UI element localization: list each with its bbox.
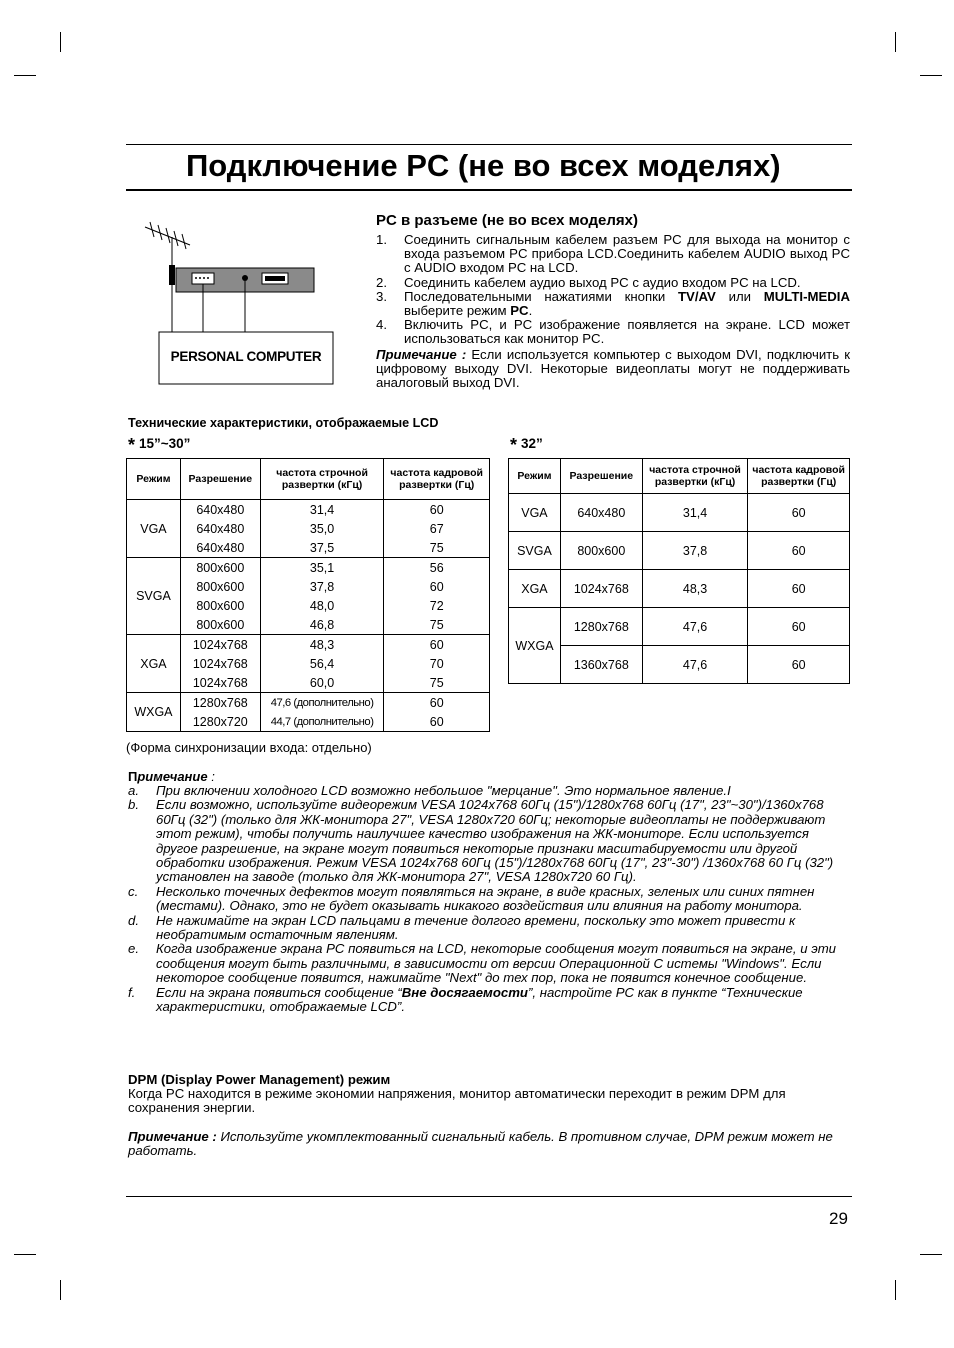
spec-table-15-30 [126,458,490,732]
v-freq-cell: 60 [748,570,850,608]
h-freq-cell: 31,4 [642,494,748,532]
crop-mark [14,1254,36,1255]
col-header: Режим [127,459,181,500]
connection-diagram [130,215,340,395]
resolution-cell: 800x600 [180,596,260,615]
title-rule-bottom [126,189,852,191]
resolution-cell: 640x480 [180,519,260,538]
table-row [509,646,850,684]
resolution-cell: 640x480 [560,494,642,532]
v-freq-cell: 75 [384,673,490,693]
step-text: . [528,303,533,319]
note-text: Если используется компьютер с выходом DVI, подключить к цифровому выходу DVI. Некоторые видеоплаты могут не поддерживать аналоговый выход DVI. [376,347,850,390]
table-a-label: * 15”~30” [128,435,191,455]
specs-heading: Технические характеристики, отображаемые LCD [128,416,439,430]
note-item: e. Когда изображение экрана PC появиться на LCD, некоторые сообщения могут появиться на экране, и эти сообщения могут быть различными, в зависимости от версии Операционной С истемы "Windows". Если некоторое сообщение появится, нажимайте "Next" до тех пор, пока не появится конечное сообщение. [128,941,837,986]
dpm-note [128,1130,852,1159]
col-header: частота кадровой развертки (Гц) [748,459,850,494]
col-header: Режим [509,459,561,494]
step-item [376,290,850,318]
dpm-heading: DPM (Display Power Management) режим [128,1072,391,1087]
table-row [127,615,490,635]
resolution-cell: 1024x768 [560,570,642,608]
out-of-range-message: Вне досягаемости [401,984,528,1000]
h-freq-cell: 47,6 [642,646,748,684]
v-freq-cell: 60 [384,577,490,596]
step-item [376,318,850,346]
resolution-cell: 800x600 [180,558,260,578]
star-icon: * [510,435,518,455]
table-row [127,635,490,655]
step-text: Соединить сигнальным кабелем разъем PC для выхода на монитор с входа разъемом PC прибора LCD.Соединить кабелем AUDIO выход PC с AUDIO входом PC на LCD. [404,232,850,276]
pc-section-heading: PC в разъеме (не во всех моделях) [376,212,638,229]
col-header: Разрешение [180,459,260,500]
star-icon: * [128,435,136,455]
step-item [376,233,850,276]
table-row [127,693,490,713]
table-row [509,570,850,608]
v-freq-cell: 75 [384,538,490,558]
page-title: Подключение PC (не во всех моделях) [186,148,781,183]
resolution-cell: 800x600 [180,577,260,596]
resolution-cell: 1280x768 [560,608,642,646]
mode-cell: WXGA [127,693,181,732]
dpm-text: Когда PC находится в режиме экономии напряжения, монитор автоматически переходит в режим DPM для сохранения энергии. [128,1086,786,1116]
title-rule-top [126,144,852,145]
table-row [127,577,490,596]
h-freq-cell: 31,4 [260,500,384,520]
crop-mark [920,75,942,76]
v-freq-cell: 60 [384,500,490,520]
step-text: или [715,288,764,304]
table-row [509,532,850,570]
h-freq-cell: 37,8 [642,532,748,570]
table-header-row [127,459,490,500]
v-freq-cell: 60 [748,646,850,684]
col-header: частота строчной развертки (кГц) [260,459,384,500]
h-freq-cell: 37,5 [260,538,384,558]
v-freq-cell: 60 [384,712,490,732]
mode-cell: VGA [127,500,181,558]
step-text: Включить PC, и PC изображение появляется на экране. LCD может использоваться как монитор PC. [404,317,850,347]
h-freq-cell: 56,4 [260,654,384,673]
h-freq-cell: 48,0 [260,596,384,615]
mode-cell: VGA [509,494,561,532]
resolution-cell: 1280x768 [180,693,260,713]
resolution-cell: 1024x768 [180,654,260,673]
table-row [127,558,490,578]
multimedia-button-label: MULTI-MEDIA [763,288,850,304]
table-row [127,500,490,520]
v-freq-cell: 70 [384,654,490,673]
notes-list [128,784,852,1015]
sync-note: (Форма синхронизации входа: отдельно) [126,740,372,755]
step-text: Последовательными нажатиями кнопки [404,288,678,304]
mode-cell: XGA [127,635,181,693]
note-text: Используйте укомплектованный сигнальный кабель. В противном случае, DPM режим может не работать. [128,1129,833,1159]
col-header: Разрешение [560,459,642,494]
table-row [127,538,490,558]
resolution-cell: 640x480 [180,500,260,520]
resolution-cell: 1360x768 [560,646,642,684]
mode-cell: XGA [509,570,561,608]
col-header: частота кадровой развертки (Гц) [384,459,490,500]
step-number: 4. [376,317,387,333]
step-number: 2. [376,274,387,290]
notes-heading: Примечание : [128,769,215,784]
note-item: b. Если возможно, используйте видеорежим VESA 1024x768 60Гц (15")/1280x768 60Гц (17", 23"~30")/1360x768 60Гц (32") (только для ЖК-монитора 27", VESA 1280x720 60Гц; некоторые видеоплаты не поддерживают этот режим), чтобы получить наилучшее качество изображения на ЖК-мониторе. Если используется другое разрешение, на экране могут появиться некоторые признаки масштабируемости или другой обработки изображения. Режим VESA 1024x768 60Гц (15")/1280x768 60Гц (17", 23"-30") /1360x768 60 Гц (32") установлен на заводе (только для ЖК-монитора 27", VESA 1280x720 60 Гц). [128,797,834,885]
resolution-cell: 640x480 [180,538,260,558]
resolution-cell: 1024x768 [180,673,260,693]
page-number: 29 [829,1209,848,1228]
footer-rule [126,1196,852,1197]
mode-cell: WXGA [509,608,561,684]
table-b-label: * 32” [510,435,543,455]
pc-steps-list [376,233,850,347]
note-label: Примечание : [376,347,467,362]
mode-cell: SVGA [127,558,181,635]
col-header: частота строчной развертки (кГц) [642,459,748,494]
table-row [127,519,490,538]
h-freq-cell: 47,6 (дополнительно) [260,693,384,713]
v-freq-cell: 60 [384,693,490,713]
crop-mark [60,32,61,52]
h-freq-cell: 46,8 [260,615,384,635]
h-freq-cell: 44,7 (дополнительно) [260,712,384,732]
step-item [376,276,850,290]
spec-table-32 [508,458,850,684]
resolution-cell: 1280x720 [180,712,260,732]
h-freq-cell: 48,3 [260,635,384,655]
step-text: выберите режим [404,303,511,319]
resolution-cell: 800x600 [180,615,260,635]
h-freq-cell: 47,6 [642,608,748,646]
h-freq-cell: 48,3 [642,570,748,608]
v-freq-cell: 60 [384,635,490,655]
note-label: Примечание : [128,1129,217,1144]
resolution-cell: 800x600 [560,532,642,570]
step-number: 1. [376,232,387,247]
table-row [127,712,490,732]
v-freq-cell: 60 [748,494,850,532]
note-item: a. При включении холодного LCD возможно небольшое "мерцание". Это нормальное явление.I [128,783,731,798]
h-freq-cell: 35,0 [260,519,384,538]
crop-mark [60,1280,61,1300]
v-freq-cell: 72 [384,596,490,615]
dvi-note [376,348,850,390]
h-freq-cell: 35,1 [260,558,384,578]
crop-mark [14,75,36,76]
table-row [127,673,490,693]
table-row [127,596,490,615]
table-header-row [509,459,850,494]
tv-av-button-label: TV/AV [678,288,716,304]
crop-mark [920,1254,942,1255]
h-freq-cell: 37,8 [260,577,384,596]
note-item: d. Не нажимайте на экран LCD пальцами в течение долгого времени, поскольку это может привести к необратимым остаточным явлениям. [128,912,796,943]
crop-mark [895,1280,896,1300]
note-item: f. Если на экрана появиться сообщение “Вне досягаемости”, настройте PC как в пункте “Технические характеристики, отображаемые LCD”. [128,984,803,1015]
crop-mark [895,32,896,52]
table-row [509,494,850,532]
h-freq-cell: 60,0 [260,673,384,693]
step-text: Соединить кабелем аудио выход PC с аудио входом PC на LCD. [404,274,801,290]
pc-mode-label: PC [510,303,529,319]
note-item: c. Несколько точечных дефектов могут появляться на экране, в виде красных, зеленых или синих пятнен (местами). Однако, это не будет оказывать никакого воздействия или влияния на работу монитора. [128,883,815,914]
table-row [509,608,850,646]
pc-box-label: PERSONAL COMPUTER [170,349,322,364]
table-row [127,654,490,673]
v-freq-cell: 67 [384,519,490,538]
v-freq-cell: 60 [748,608,850,646]
step-number: 3. [376,288,387,304]
v-freq-cell: 75 [384,615,490,635]
v-freq-cell: 56 [384,558,490,578]
mode-cell: SVGA [509,532,561,570]
antenna-icon [130,215,340,395]
v-freq-cell: 60 [748,532,850,570]
resolution-cell: 1024x768 [180,635,260,655]
